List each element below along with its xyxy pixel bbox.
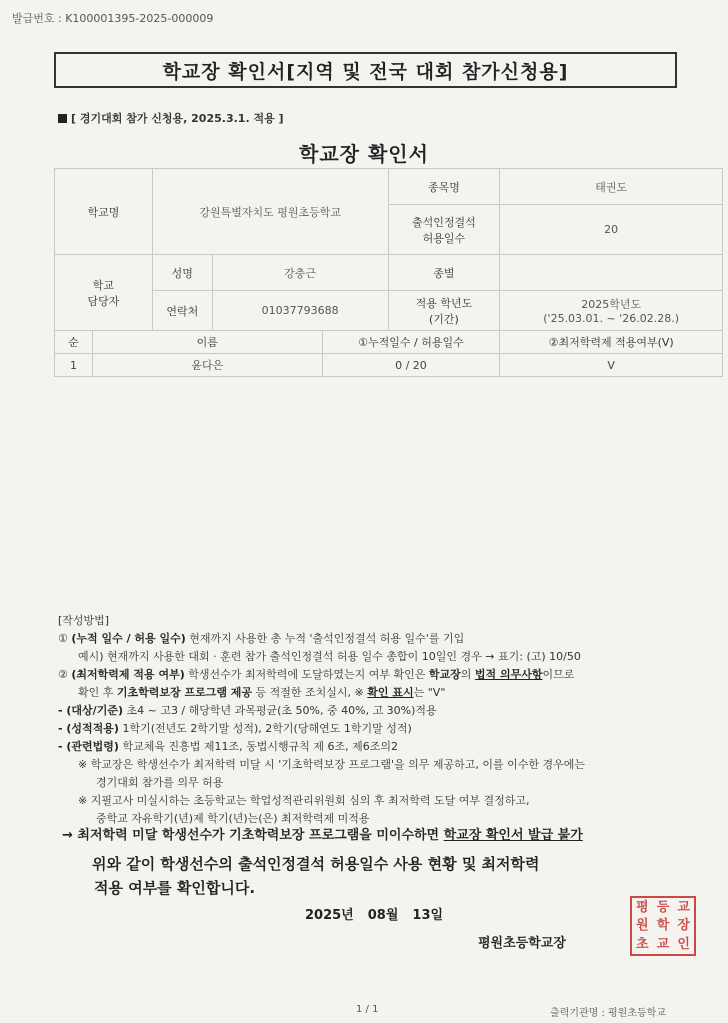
date-month: 08월 [367, 908, 399, 923]
year-value [500, 291, 723, 331]
grade-header-name: 이름 [92, 331, 322, 354]
instruction-1-text: 현재까지 사용한 총 누적 '출석인정결석 허용 일수'를 기입 [185, 632, 465, 645]
instruction-2-line2 [58, 684, 718, 702]
square-bullet-icon [58, 114, 67, 123]
subtitle-note-text: [ 경기대회 참가 신청용, 2025.3.1. 적용 ] [71, 112, 284, 125]
allowed-days-value: 20 [500, 205, 723, 255]
allowed-days-label-line1: 출석인정결석 [412, 215, 476, 229]
instruction-2-text-a: 학생선수가 최저학력에 도달하였는지 여부 확인은 [184, 668, 429, 681]
table-row [55, 354, 723, 377]
confirmation-text [92, 852, 692, 900]
document-title-box [54, 52, 677, 88]
year-label-line1: 적용 학년도 [415, 296, 473, 310]
instruction-2 [58, 666, 718, 684]
grade-row-name: 윤다은 [92, 354, 322, 377]
event-value: 태권도 [500, 169, 723, 205]
instruction-2-bold: (최저학력제 적용 여부) [71, 668, 185, 681]
seal-char: 교 [677, 899, 690, 915]
school-label: 학교명 [55, 169, 153, 255]
name-label: 성명 [152, 255, 212, 291]
grade-row-minimum: V [500, 354, 723, 377]
confirmation-line2: 적용 여부를 확인합니다. [94, 879, 256, 897]
instruction-2-line2-a: 확인 후 [78, 686, 117, 699]
footer-organization: 출력기관명 : 평원초등학교 [550, 1008, 666, 1019]
instruction-2-text-c: 이므로 [542, 668, 575, 681]
instruction-2-num: ② [58, 668, 68, 681]
seal-char: 교 [656, 937, 670, 953]
detail-target-bold: - (대상/기준) [58, 704, 123, 717]
detail-grade [58, 720, 718, 738]
detail-law-text: 학교체육 진흥법 제11조, 동법시행규칙 제 6조, 제6조의2 [118, 740, 398, 753]
page-number: 1 / 1 [356, 1004, 379, 1015]
allowed-days-label [388, 205, 500, 255]
detail-grade-bold: - (성적적용) [58, 722, 119, 735]
note-1-line2: 경기대회 참가를 의무 허용 [96, 776, 224, 789]
subtitle-note [58, 110, 284, 126]
date-day: 13일 [412, 908, 444, 923]
info-table [54, 168, 723, 331]
detail-law [58, 738, 718, 756]
instruction-2-text-b: 의 [460, 668, 475, 681]
manager-label-line2: 담당자 [87, 294, 120, 308]
grade-table [54, 330, 723, 377]
principal-name: 평원초등학교장 [478, 936, 566, 951]
manager-label [55, 255, 153, 331]
note-2-line1: ※ 지필고사 미실시하는 초등학교는 학업성적관리위원회 심의 후 최저학력 도달 여부 결정하고, [78, 794, 530, 807]
seal-char: 인 [677, 937, 690, 953]
name-value: 강충근 [212, 255, 388, 291]
note-1-line1: ※ 학교장은 학생선수가 최저학력 미달 시 '기초학력보장 프로그램'을 의무 제공하고, 이를 이수한 경우에는 [78, 758, 586, 771]
grade-row-days: 0 / 20 [322, 354, 500, 377]
instruction-2-bold-c: 법적 의무사항 [474, 668, 543, 681]
allowed-days-label-line2: 허용일수 [422, 231, 466, 245]
doc-heading: 학교장 확인서 [299, 142, 429, 166]
seal-char: 원 [636, 918, 649, 934]
seal-char: 등 [656, 899, 670, 915]
official-seal-icon [630, 896, 696, 956]
instruction-2-line2-bold2: 확인 표시 [367, 686, 414, 699]
instruction-1-example: 예시) 현재까지 사용한 대회 · 훈련 참가 출석인정결석 허용 일수 총합이 10일인 경우 → 표기: (고) 10/50 [78, 650, 581, 663]
confirmation-line1: 위와 같이 학생선수의 출석인정결석 허용일수 사용 현황 및 최저학력 [92, 855, 540, 873]
document-title: 학교장 확인서[지역 및 전국 대회 참가신청용] [162, 60, 569, 83]
year-value-line1: 2025학년도 [581, 298, 642, 311]
detail-law-bold: - (관련법령) [58, 740, 119, 753]
seal-char: 장 [677, 918, 690, 934]
instruction-2-line2-c: 는 "V" [413, 686, 446, 699]
contact-label: 연락처 [152, 291, 212, 331]
grade-row-no: 1 [55, 354, 93, 377]
notice-text: → 최저학력 미달 학생선수가 기초학력보장 프로그램을 미이수하면 [62, 828, 444, 843]
category-value [500, 255, 723, 291]
event-label: 종목명 [388, 169, 500, 205]
detail-target [58, 702, 718, 720]
detail-grade-text: 1학기(전년도 2학기말 성적), 2학기(당해연도 1학기말 성적) [118, 722, 412, 735]
seal-char: 학 [656, 918, 670, 934]
instructions [58, 612, 718, 828]
school-value: 강원특별자치도 평원초등학교 [152, 169, 388, 255]
detail-target-text: 초4 ~ 고3 / 해당학년 과목평균(초 50%, 중 40%, 고 30%)적용 [122, 704, 437, 717]
issue-number: 발급번호 : K100001395-2025-000009 [12, 12, 214, 25]
instructions-heading: [작성방법] [58, 614, 110, 627]
notice-underlined: 학교장 확인서 발급 불가 [443, 828, 583, 843]
year-label-line2: (기간) [428, 312, 459, 326]
date-year: 2025년 [305, 908, 354, 923]
grade-header-days: ①누적일수 / 허용일수 [322, 331, 500, 354]
seal-char: 초 [636, 937, 649, 953]
category-label: 종별 [388, 255, 500, 291]
grade-header-no: 순 [55, 331, 93, 354]
issue-date [305, 904, 443, 923]
notice [62, 824, 583, 843]
manager-label-line1: 학교 [92, 278, 115, 292]
instruction-2-line2-b: 등 적절한 조치실시, ※ [252, 686, 368, 699]
instruction-1-num: ① [58, 632, 68, 645]
instruction-1 [58, 630, 718, 648]
note-2-line2: 중학교 자유학기(년)제 학기(년)는(은) 최저학력제 미적용 [96, 812, 370, 825]
seal-char: 평 [636, 899, 649, 915]
instruction-1-bold: (누적 일수 / 허용 일수) [71, 632, 186, 645]
instruction-2-bold-b: 학교장 [428, 668, 461, 681]
instruction-2-line2-bold: 기초학력보장 프로그램 제공 [116, 686, 253, 699]
contact-value: 01037793688 [212, 291, 388, 331]
year-value-line2: ('25.03.01. ~ '26.02.28.) [543, 312, 680, 325]
grade-header-minimum: ②최저학력제 적용여부(V) [500, 331, 723, 354]
year-label [388, 291, 500, 331]
